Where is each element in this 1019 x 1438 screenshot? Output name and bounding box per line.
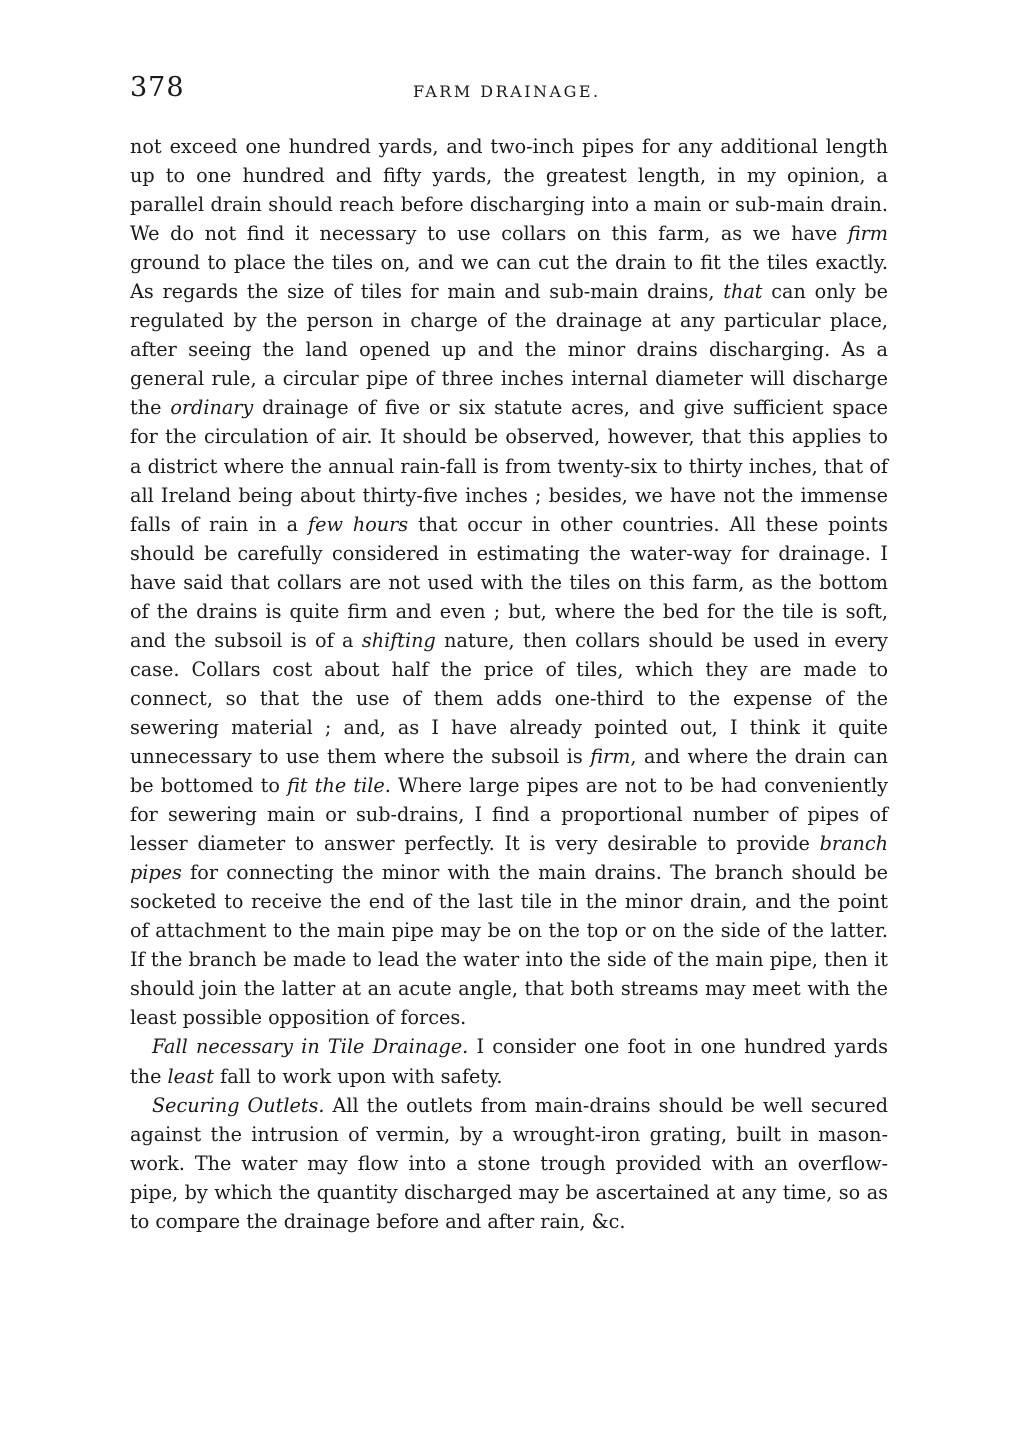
text-run: , and where the drain can be bottomed to [130,744,888,798]
paragraph [130,132,888,1032]
italic-run: least [167,1064,215,1088]
text-run: for connecting the minor with the main drains. The branch should be socketed to receive the end of the last tile in the minor drain, and the point of attachment to the main pipe may be on the top or on the side of the latter. If the branch be made to lead the water into the side of the main pipe, then it should join the latter at an acute angle, that both streams may meet with the least possible opposition of forces. [130,861,888,1030]
paragraph [130,1032,888,1090]
text-run: I consider one foot in one hundred yards the [130,1035,888,1088]
running-title: FARM DRAINAGE. [413,82,601,101]
italic-run: firm [590,744,631,768]
italic-run: ordinary [170,396,254,420]
italic-run: few hours [308,512,409,536]
italic-run: fit the tile. [287,774,391,798]
text-run: ground to place the tiles on, and we can cut the drain to fit the tiles exactly. As regards the size of tiles for main and sub-main drains, [130,251,888,304]
text-run: Where large pipes are not to be had conveniently for sewering main or sub-drains, I find a proportional number of pipes of lesser diameter to answer perfectly. It is very desirable to provide [130,774,888,856]
italic-run: Securing Outlets. [152,1093,325,1117]
text-run: nature, then collars should be used in every case. Collars cost about half the price of tiles, which they are made to connect, so that the use of them adds one-third to the expense of the sewering material ; and, as I have already pointed out, I think it quite unnecessary to use them where the subsoil is [130,628,888,768]
page-header [130,72,890,112]
page-number: 378 [130,72,185,103]
text-run: not exceed one hundred yards, and two-inch pipes for any additional length up to one hundred and fifty yards, the greatest length, in my opinion, a parallel drain should reach before discharging into a main or sub-main drain. We do not find it necessary to use collars on this farm, as we have [130,135,888,246]
italic-run: shifting [361,628,436,652]
italic-run: branch pipes [130,832,888,885]
italic-run: that [723,280,763,304]
italic-run: firm [847,222,888,246]
text-run: fall to work upon with safety. [214,1064,503,1088]
italic-run: Fall necessary in Tile Drainage. [152,1035,469,1059]
text-run: can only be regulated by the person in charge of the drainage at any particular place, after seeing the land opened up and the minor drains discharging. As a general rule, a circular pipe of three inches internal diameter will discharge the [130,280,888,420]
body-text [130,132,888,1236]
text-run: drainage of five or six statute acres, and give sufficient space for the circulation of air. It should be observed, however, that this applies to a district where the annual rain-fall is from twenty-six to thirty inches, that of all Ireland being about thirty-five inches ; besides, we have not the immense falls of rain in a [130,396,888,536]
paragraph [130,1091,888,1236]
text-run: that occur in other countries. All these points should be carefully considered in estimating the water-way for drainage. I have said that collars are not used with the tiles on this farm, as the bottom of the drains is quite firm and even ; but, where the bed for the tile is soft, and the subsoil is of a [130,512,889,652]
text-run: All the outlets from main-drains should be well secured against the intrusion of vermin, by a wrought-iron grating, built in mason-work. The water may flow into a stone trough provided with an overflow-pipe, by which the quantity discharged may be ascertained at any time, so as to compare the drainage before and after rain, &c. [130,1093,888,1233]
